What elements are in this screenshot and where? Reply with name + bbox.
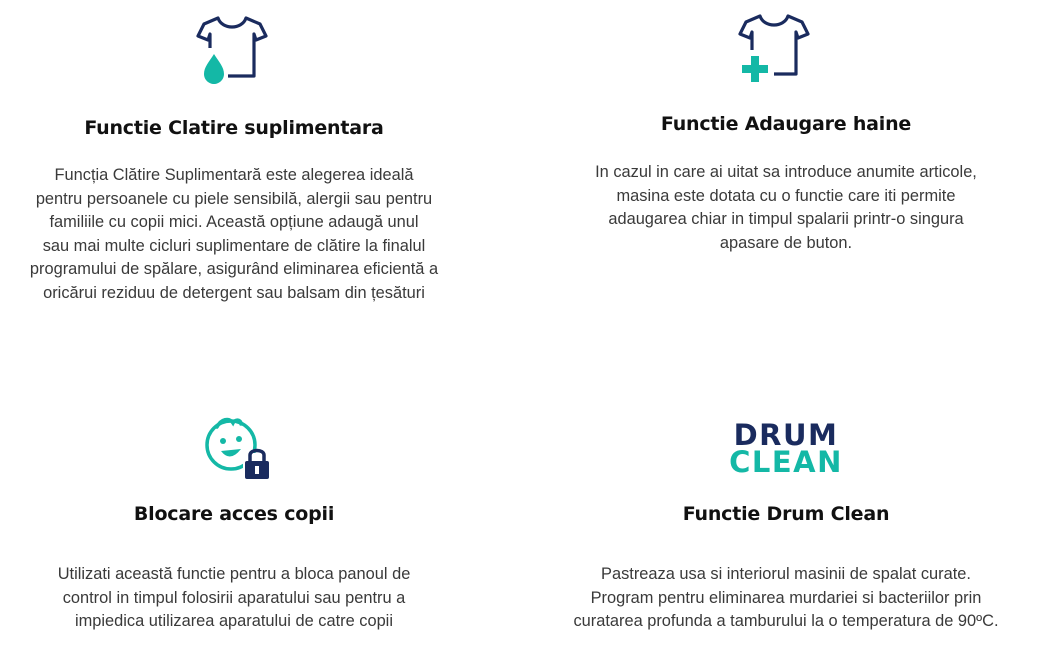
description-line: sau mai multe cicluri suplimentare de clătire la finalul: [42, 236, 426, 255]
description-line: Utilizati această functie pentru a bloca panoul de: [57, 565, 411, 583]
description-line: Program pentru eliminarea murdariei si bacteriilor prin: [590, 588, 982, 607]
description-line: familiile cu copii mici. Această opțiune adaugă unul: [49, 213, 419, 231]
description-line: Funcția Clătire Suplimentară este alegerea ideală: [54, 166, 414, 184]
feature-title: Functie Clatire suplimentara: [84, 117, 384, 139]
description-line: adaugarea chiar in timpul spalarii printr-o singura: [608, 210, 964, 228]
logo-line-drum: DRUM: [733, 418, 839, 452]
feature-description: [545, 563, 1027, 634]
feature-child-lock: [8, 400, 460, 650]
feature-description: [8, 563, 460, 634]
drum-clean-logo: [545, 418, 1027, 479]
feature-add-laundry: [545, 0, 1027, 310]
feature-title: Blocare acces copii: [133, 503, 335, 525]
description-line: oricărui reziduu de detergent sau balsam din țesături: [43, 283, 425, 302]
feature-title: Functie Adaugare haine: [660, 113, 912, 135]
description-line: In cazul in care ai uitat sa introduce anumite articole,: [595, 163, 977, 181]
description-line: control in timpul folosirii aparatului sau pentru a: [62, 588, 406, 607]
child-lock-icon: [203, 415, 273, 481]
description-line: programului de spălare, asigurând eliminarea eficientă a: [29, 260, 439, 278]
description-line: curatarea profunda a tamburului la o temperatura de 90ºC.: [573, 612, 999, 630]
description-line: Pastreaza usa si interiorul masinii de spalat curate.: [601, 565, 971, 583]
feature-drum-clean: [545, 400, 1027, 650]
feature-description: [545, 161, 1027, 255]
logo-line-clean: CLEAN: [729, 445, 843, 479]
feature-description: [8, 164, 460, 305]
description-line: apasare de buton.: [719, 233, 853, 252]
feature-extra-rinse: [8, 0, 460, 310]
description-line: pentru persoanele cu piele sensibilă, alergii sau pentru: [35, 189, 433, 208]
description-line: masina este dotata cu o functie care iti permite: [616, 186, 956, 205]
shirt-water-drop-icon: [196, 14, 268, 86]
shirt-plus-icon: [738, 12, 810, 84]
feature-title: Functie Drum Clean: [682, 503, 890, 525]
description-line: impiedica utilizarea aparatului de catre copii: [75, 612, 393, 630]
